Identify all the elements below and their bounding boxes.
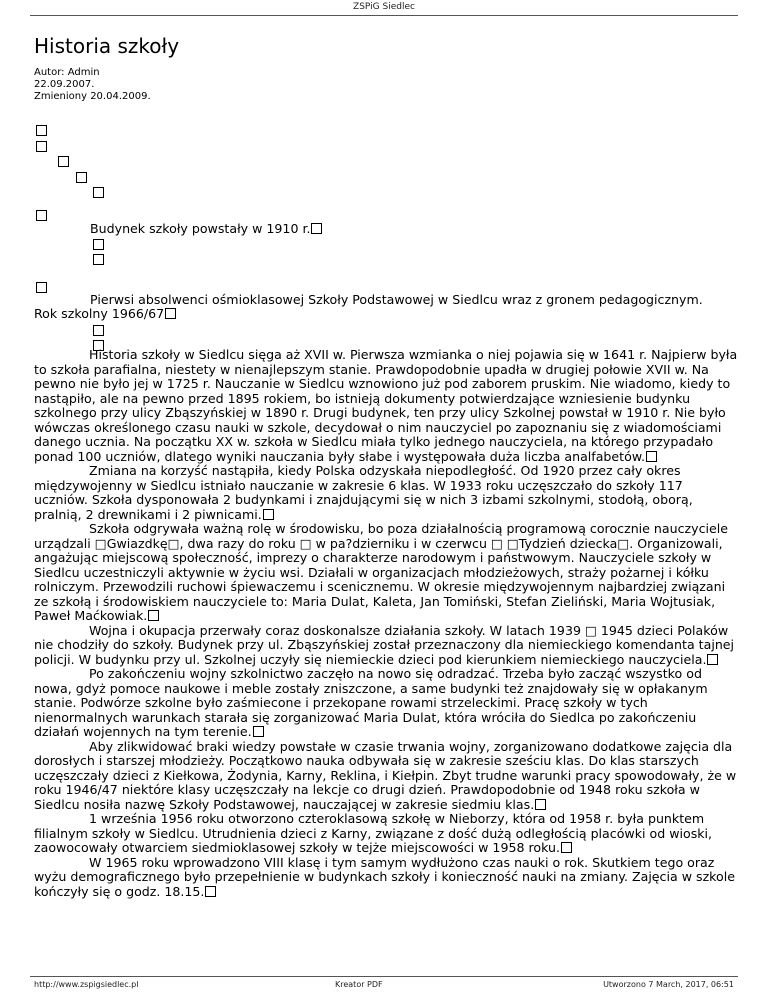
missing-glyph-box	[36, 210, 47, 221]
article-body	[34, 348, 740, 899]
paragraph: Aby zlikwidować braki wiedzy powstałe w czasie trwania wojny, zorganizowano dodatkowe zajęcia dla dorosłych i starszej młodzieży. Początkowo nauka odbywała się w zakresie sześciu klas. Do klas starszych uczęszczały dzieci z Kiełkowa, Żodynia, Karny, Reklina, i Kiełpin. Zbyt trudne warunki pracy spowodowały, że w roku 1946/47 niektóre klasy uczęszczały na lekcje co drugi dzień. Prawdopodobnie od 1948 roku szkoła w Siedlcu nosiła nazwę Szkoły Podstawowej, nauczającej w zakresie siedmiu klas.	[34, 738, 737, 812]
author-line: Autor: Admin	[34, 67, 100, 78]
article-title: Historia szkoły	[34, 34, 180, 58]
created-date: 22.09.2007.	[34, 79, 95, 90]
missing-glyph-box	[165, 308, 176, 319]
missing-glyph-box	[535, 799, 546, 810]
caption-line: Pierwsi absolwenci ośmioklasowej Szkoły Podstawowej w Siedlcu wraz z gronem pedagogicznym.	[90, 292, 703, 307]
photo-caption-graduates	[34, 293, 744, 321]
caption-line: Rok szkolny 1966/67	[34, 307, 744, 321]
missing-glyph-box	[707, 654, 718, 665]
paragraph: W 1965 roku wprowadzono VIII klasę i tym samym wydłużono czas nauki o rok. Skutkiem tego oraz wyżu demograficznego było przepełnienie w budynkach szkoły i konieczność nauki na zmiany. Zajęcia w szkole kończyły się o godz. 18.15.	[34, 854, 735, 899]
paragraph: Szkoła odgrywała ważną rolę w środowisku, bo poza działalnością programową corocznie nauczyciele urządzali □Gwiazdkę□, dwa razy do roku □ w pa?dzierniku i w czerwcu □ □Tydzień dziecka□. Organizowali, angażując miejscową społeczność, imprezy o charakterze narodowym i państwowym. Nauczyciele szkoły w Siedlcu uczestniczyli aktywnie w życiu wsi. Działali w organizacjach młodzieżowych, straży pożarnej i kółku rolniczym. Przewodzili ruchowi śpiewaczemu i scenicznemu. W okresie międzywojennym najbardziej związani ze szkołą i środowiskiem nauczyciele to: Maria Dulat, Kaleta, Jan Tomiński, Stefan Zieliński, Maria Wojtusiak, Paweł Maćkowiak.	[34, 521, 729, 623]
footer-created: Utworzono 7 March, 2017, 06:51	[603, 980, 734, 989]
missing-glyph-box	[93, 187, 104, 198]
footer-site-link[interactable]: http://www.zspigsiedlec.pl	[34, 980, 139, 989]
missing-glyph-box	[646, 451, 657, 462]
modified-date: Zmieniony 20.04.2009.	[34, 91, 151, 102]
footer-generator: Kreator PDF	[335, 980, 383, 989]
missing-glyph-box	[93, 254, 104, 265]
paragraph: Zmiana na korzyść nastąpiła, kiedy Polska odzyskała niepodległość. Od 1920 przez cały okres międzywojenny w Siedlcu istniało nauczanie w zakresie 6 klas. W 1933 roku uczęszczało do szkoły 117 uczniów. Szkoła dysponowała 2 budynkami i znajdującymi się w nich 3 izbami szkolnymi, stodołą, oborą, pralnią, 2 drewnikami i 2 piwnicami.	[34, 463, 693, 522]
missing-glyph-box	[253, 726, 264, 737]
missing-glyph-box	[93, 325, 104, 336]
missing-glyph-box	[148, 610, 159, 621]
missing-glyph-box	[76, 172, 87, 183]
missing-glyph-box	[263, 509, 274, 520]
paragraph: 1 września 1956 roku otworzono czteroklasową szkołę w Nieborzy, która od 1958 r. była punktem filialnym szkoły w Siedlcu. Utrudnienia dzieci z Karny, związane z dość dużą odległością placówki od wioski, zaowocowały otwarciem siedmioklasowej szkoły w tejże miejscowości w 1958 roku.	[34, 811, 713, 855]
missing-glyph-box	[561, 842, 572, 853]
article-meta	[34, 67, 151, 103]
missing-glyph-box	[36, 125, 47, 136]
missing-glyph-box	[205, 886, 216, 897]
missing-glyph-box	[311, 223, 322, 234]
paragraph: Historia szkoły w Siedlcu sięga aż XVII w. Pierwsza wzmianka o niej pojawia się w 1641 r. Najpierw była to szkoła parafialna, niestety w nienajlepszym stanie. Prawdopodobnie upadła w drugiej połowie XVII w. Na pewno nie było jej w 1725 r. Nauczanie w Siedlcu wznowiono już pod zaborem pruskim. Nie wiadomo, kiedy to nastąpiło, ale na pewno przed 1895 rokiem, bo istnieją dokumenty potwierdzające wzniesienie budynku szkolnego przy ulicy Zbąszyńskiej w 1890 r. Drugi budynek, ten przy ulicy Szkolnej powstał w 1910 r. Nie było wówczas określonego czasu nauki w szkole, decydował o nim nauczyciel po zapoznaniu się z wiadomościami danego ucznia. Na początku XX w. szkoła w Siedlcu miała tylko jednego nauczyciela, na którego przypadało ponad 100 uczniów, dlatego wyniki nauczania były słabe i występowała duża liczba analfabetów.	[34, 347, 738, 464]
paragraph: Po zakończeniu wojny szkolnictwo zaczęło na nowo się odradzać. Trzeba było zacząć wszystko od nowa, gdyż pomoce naukowe i meble zostały zniszczone, a same budynki też znajdowały się w opłakanym stanie. Podwórze szkolne było zaśmiecone i przekopane rowami strzeleckimi. Pracę szkoły w tych nienormalnych warunkach starała się zorganizować Maria Dulat, która wróciła do Siedlca po zakończeniu działań wojennych na tym terenie.	[34, 666, 708, 739]
page-header: ZSPiG Siedlec	[353, 2, 415, 12]
missing-glyph-box	[36, 282, 47, 293]
header-divider	[30, 15, 738, 16]
photo-caption-building: Budynek szkoły powstały w 1910 r.	[90, 222, 322, 236]
missing-glyph-box	[93, 239, 104, 250]
missing-glyph-box	[58, 156, 69, 167]
paragraph: Wojna i okupacja przerwały coraz doskonalsze działania szkoły. W latach 1939 □ 1945 dzieci Polaków nie chodziły do szkoły. Budynek przy ul. Zbąszyńskiej został przeznaczony dla niemieckiego komendanta tajnej policji. W budynku przy ul. Szkolnej uczyły się niemieckie dzieci pod kierunkiem niemieckiego nauczyciela.	[34, 622, 735, 667]
missing-glyph-box	[36, 141, 47, 152]
footer-divider	[30, 976, 738, 977]
